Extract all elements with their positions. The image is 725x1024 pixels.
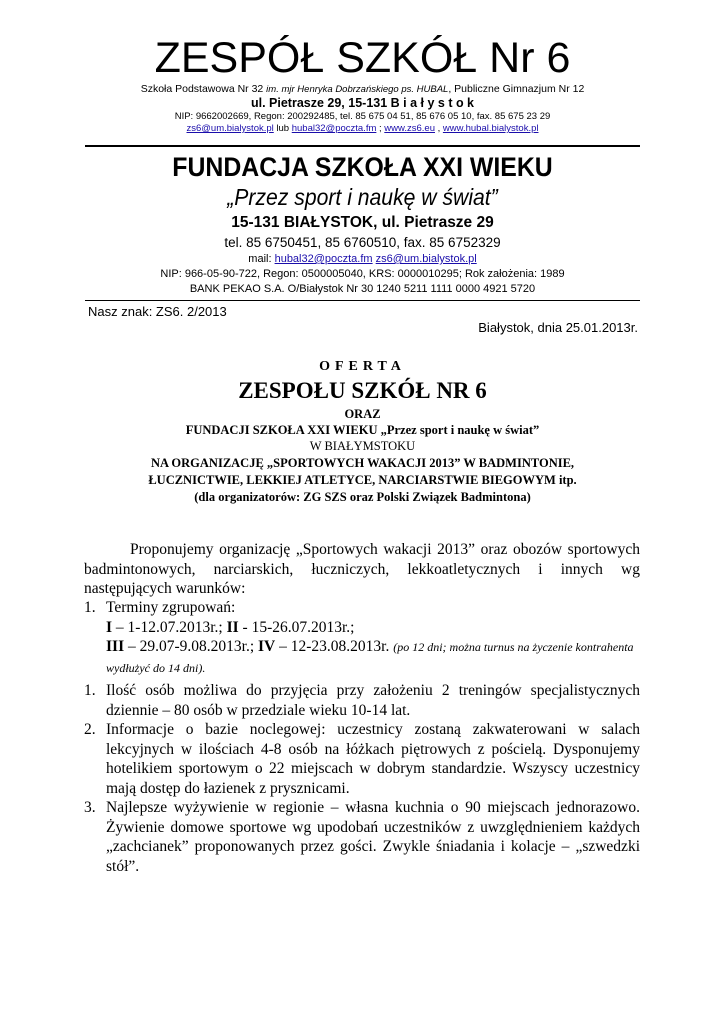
list-item-number: 3. [84, 799, 96, 816]
foundation-email-link-1[interactable]: hubal32@poczta.fm [274, 253, 373, 265]
school-title: ZESPÓŁ SZKÓŁ Nr 6 [154, 34, 571, 82]
term-dates: - 15-26.07.2013r.; [238, 618, 355, 636]
offer-city: W BIAŁYMSTOKU [309, 439, 416, 453]
header-divider-bottom [85, 300, 640, 301]
list-item-text: Najlepsze wyżywienie w regionie – własna kuchnia o 90 miejscach jednorazowo. Żywienie domowe sportowe wg upodobań uczestników z uwzględnieniem każdych „zachcianek” proponowanych przez gości. Zwykle śniadania i kolacje – „szwedzki stół”. [106, 799, 640, 875]
foundation-title: FUNDACJA SZKOŁA XXI WIEKU [172, 152, 553, 182]
conditions-list [84, 598, 640, 876]
offer-label: OFERTA [319, 359, 406, 374]
terms-note: (po 12 dni; można turnus na życzenie kontrahenta wydłużyć do 14 dni). [106, 640, 634, 675]
school-sub-part-c: , Publiczne Gimnazjum Nr 12 [448, 83, 585, 95]
term-roman: III [106, 638, 125, 655]
school-nip-line: NIP: 9662002669, Regon: 200292485, tel. 85 675 04 51, 85 676 05 10, fax. 85 675 23 29 [174, 111, 551, 122]
school-contact-sep: lub [273, 123, 292, 134]
foundation-email-link-2[interactable]: zs6@um.bialystok.pl [375, 253, 477, 265]
offer-heading: ZESPOŁU SZKÓŁ NR 6 [238, 378, 487, 403]
school-contact-line [0, 123, 725, 135]
school-contact-sep: , [434, 123, 443, 134]
reference-number: Nasz znak: ZS6. 2/2013 [88, 304, 227, 319]
terms-line-1 [84, 618, 640, 638]
list-item-number: 1. [84, 682, 96, 699]
foundation-mail-line [0, 252, 725, 266]
school-contact-sep: ; [376, 123, 385, 134]
school-email-link-2[interactable]: hubal32@poczta.fm [291, 123, 377, 134]
list-item [84, 681, 640, 720]
term-roman: IV [258, 638, 276, 655]
list-item [84, 598, 640, 618]
term-dates: – 12-23.08.2013r. [275, 638, 394, 655]
term-dates: – 1-12.07.2013r.; [112, 618, 227, 636]
document-date: Białystok, dnia 25.01.2013r. [478, 320, 638, 335]
term-roman: II [226, 618, 239, 636]
list-item-text: Informacje o bazie noclegowej: uczestnicy zostaną zakwaterowani w salach lekcyjnych w ilościach 4-8 osób na łóżkach piętrowych z pościelą. Dysponujemy hotelikiem sportowym o 22 miejscach w dobrym standardzie. Wszyscy uczestnicy mają dostęp do łazienek z prysznicami. [106, 721, 640, 797]
foundation-nip-line: NIP: 966-05-90-722, Regon: 0500005040, KRS: 0000010295; Rok założenia: 1989 [160, 268, 565, 280]
offer-organizers-line: (dla organizatorów: ZG SZS oraz Polski Związek Badmintona) [194, 490, 531, 504]
list-item [84, 720, 640, 798]
foundation-phone-line: tel. 85 6750451, 85 6760510, fax. 85 6752329 [224, 235, 501, 250]
foundation-mail-label: mail: [248, 253, 275, 265]
foundation-motto: „Przez sport i naukę w świat” [227, 184, 498, 210]
term-dates: – 29.07-9.08.2013r.; [124, 638, 259, 655]
list-item-number: 2. [84, 721, 96, 738]
school-subtitle [0, 83, 725, 96]
list-item-text: Ilość osób możliwa do przyjęcia przy założeniu 2 treningów specjalistycznych dziennie – 80 osób w przedziale wieku 10-14 lat. [106, 682, 640, 719]
school-website-link-2[interactable]: www.hubal.bialystok.pl [442, 123, 539, 134]
offer-subject-line-1: NA ORGANIZACJĘ „SPORTOWYCH WAKACJI 2013” W BADMINTONIE, [150, 456, 575, 470]
school-sub-patron: im. mjr Henryka Dobrzańskiego ps. HUBAL [266, 84, 449, 95]
terms-line-2 [84, 637, 640, 678]
school-website-link-1[interactable]: www.zs6.eu [384, 123, 435, 134]
term-roman: I [106, 618, 113, 636]
school-address: ul. Pietrasze 29, 15-131 B i a ł y s t o k [250, 96, 475, 110]
list-item [84, 798, 640, 876]
offer-subject-line-2: ŁUCZNICTWIE, LEKKIEJ ATLETYCE, NARCIARSTWIE BIEGOWYM itp. [148, 473, 577, 487]
school-sub-part-a: Szkoła Podstawowa Nr 32 [140, 83, 267, 95]
foundation-bank-line: BANK PEKAO S.A. O/Białystok Nr 30 1240 5211 1111 0000 4921 5720 [189, 283, 536, 295]
foundation-address: 15-131 BIAŁYSTOK, ul. Pietrasze 29 [231, 214, 494, 231]
terms-label: Terminy zgrupowań: [106, 599, 236, 616]
list-item-number: 1. [84, 599, 96, 616]
offer-foundation-line: FUNDACJI SZKOŁA XXI WIEKU „Przez sport i naukę w świat” [185, 423, 540, 437]
header-divider-top [85, 145, 640, 147]
school-email-link-1[interactable]: zs6@um.bialystok.pl [186, 123, 274, 134]
offer-oraz: ORAZ [344, 407, 381, 421]
intro-paragraph: Proponujemy organizację „Sportowych wakacji 2013” oraz obozów sportowych badmintonowych, narciarskich, łuczniczych, lekkoatletycznych i innych wg następujących warunków: [84, 541, 640, 597]
